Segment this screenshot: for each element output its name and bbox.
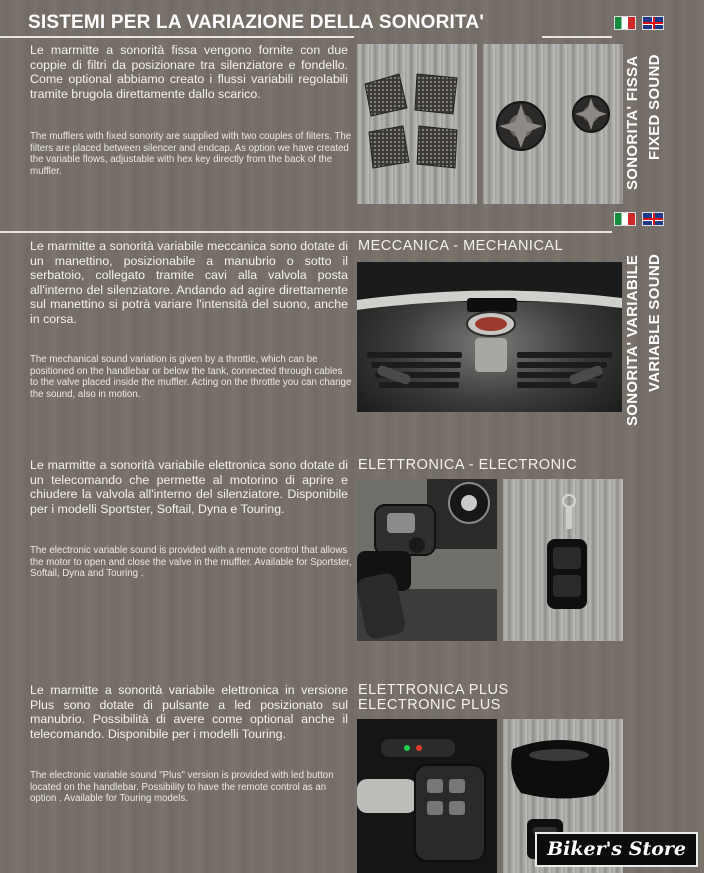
electronic-text-en: The electronic variable sound is provided with a remote control that allows the motor to open and close the valve in the muffler. Available for Sportster, Softail, Dyna and Touring . bbox=[30, 545, 352, 580]
engine-photo bbox=[357, 262, 622, 412]
remote-control-illustration bbox=[503, 479, 623, 641]
side-label-variable-it: SONORITA' VARIABILE bbox=[624, 254, 641, 426]
mechanical-subheading: MECCANICA - MECHANICAL bbox=[358, 238, 564, 254]
side-label-fixed-it: SONORITA' FISSA bbox=[624, 55, 641, 190]
led-button-illustration bbox=[357, 719, 497, 873]
language-flags bbox=[614, 16, 664, 30]
remote-control-photo bbox=[503, 479, 623, 641]
side-label-fixed-en: FIXED SOUND bbox=[646, 54, 663, 160]
side-label-variable-en: VARIABLE SOUND bbox=[646, 253, 663, 392]
handlebar-illustration bbox=[357, 479, 497, 641]
fixed-text-it: Le marmitte a sonorità fissa vengono fornite con due coppie di filtri da posizionare tra silenziatore e fondello. Come optional abbiamo creato i flussi variabili regolabili tramite brugola direttamente dallo scarico. bbox=[30, 43, 348, 101]
biker-store-logo: Biker's Store bbox=[535, 832, 698, 867]
italian-flag-icon bbox=[614, 212, 636, 226]
page-title: SISTEMI PER LA VARIAZIONE DELLA SONORITA' bbox=[28, 12, 485, 33]
language-flags-2 bbox=[614, 212, 664, 226]
electronic-plus-text-it: Le marmitte a sonorità variabile elettronica in versione Plus sono dotate di pulsante a led posizionato sul manubrio. Possibilità di avere come optional anche il telecomando. Disponibile per i modelli Touring. bbox=[30, 683, 348, 741]
electronic-text-it: Le marmitte a sonorità variabile elettronica sono dotate di un telecomando che permette al motorino di aprire e chiudere la valvola all'interno del silenziatore. Disponibile per i modelli Sportster, Softail, Dyna e Touring. bbox=[30, 458, 348, 516]
section-divider bbox=[0, 231, 612, 233]
electronic-plus-text-en: The electronic variable sound "Plus" version is provided with led button located on the handlebar. Possibility to have the remote control as an option . Available for Touring models. bbox=[30, 770, 334, 805]
italian-flag-icon bbox=[614, 16, 636, 30]
engine-illustration bbox=[357, 262, 622, 412]
electronic-plus-subheading-it: ELETTRONICA PLUS bbox=[358, 682, 509, 698]
electronic-subheading: ELETTRONICA - ELECTRONIC bbox=[358, 457, 578, 473]
filters-photo bbox=[357, 44, 477, 204]
uk-flag-icon bbox=[642, 212, 664, 226]
flow-regulators-illustration bbox=[483, 44, 623, 204]
mechanical-text-it: Le marmitte a sonorità variabile meccanica sono dotate di un manettino, posizionabile a manubrio o sotto il serbatoio, collegato tramite cavi alla valvola posta all'interno del silenziatore. Andando ad agire direttamente sul manettino si potrà variare l'intensità del suono, anche in corsa. bbox=[30, 239, 348, 326]
title-divider-right bbox=[542, 36, 612, 38]
variable-flow-photo bbox=[483, 44, 623, 204]
electronic-plus-subheading-en: ELECTRONIC PLUS bbox=[358, 697, 501, 713]
mechanical-text-en: The mechanical sound variation is given by a throttle, which can be positioned on the handlebar or below the tank, connected through cables to the valve placed inside the muffler. Acting on the throttle you can change the sound, also in motion. bbox=[30, 354, 352, 400]
filters-illustration bbox=[357, 44, 477, 204]
fixed-text-en: The mufflers with fixed sonority are supplied with two couples of filters. The filters are placed between silencer and endcap. As option we have created the variable flows, adjustable with hex key directly from the back of the muffler. bbox=[30, 131, 352, 177]
title-divider bbox=[0, 36, 354, 38]
uk-flag-icon bbox=[642, 16, 664, 30]
handlebar-switch-photo bbox=[357, 479, 497, 641]
led-button-photo bbox=[357, 719, 497, 873]
